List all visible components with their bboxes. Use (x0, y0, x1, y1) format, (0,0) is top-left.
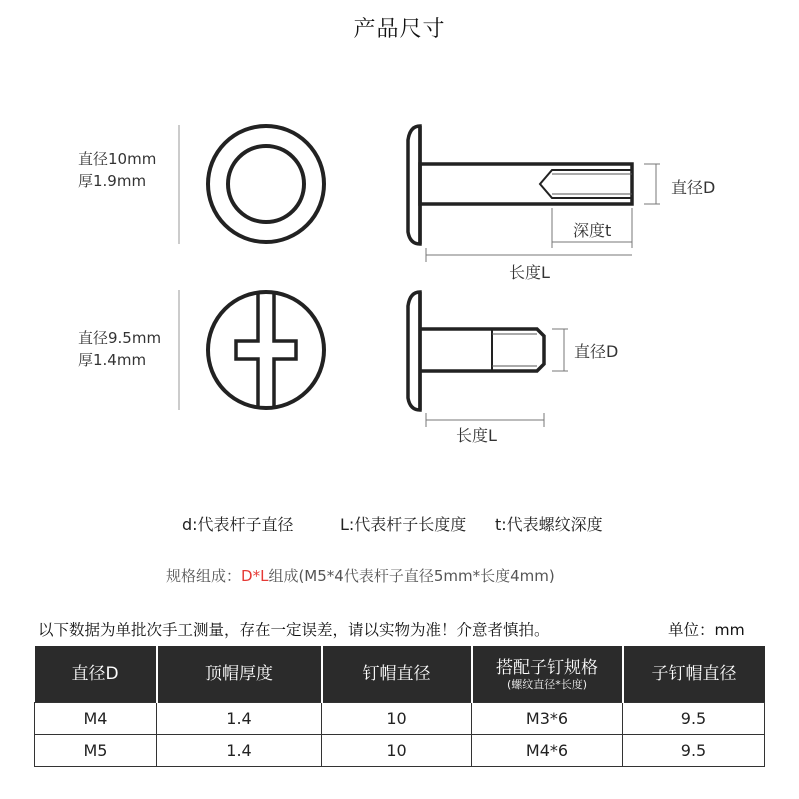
composition-suffix: 组成(M5*4代表杆子直径5mm*长度4mm) (268, 567, 555, 585)
diameter-d-label: 直径D (671, 178, 716, 197)
table-cell: 10 (322, 735, 472, 767)
spec-composition (166, 565, 555, 586)
header-cap-diameter: 钉帽直径 (322, 646, 472, 703)
header-diameter: 直径D (35, 646, 157, 703)
legend-t: t:代表螺纹深度 (495, 515, 603, 534)
table-cell: M4*6 (472, 735, 623, 767)
diameter-text: 直径9.5mm (78, 329, 162, 347)
table-cell: 1.4 (157, 703, 322, 735)
header-matching-screw-sub: (螺纹直径*长度) (506, 677, 588, 691)
barrel-nut-side-view (408, 126, 660, 262)
spec-label-1 (78, 148, 156, 192)
header-matching-screw-label: 搭配子钉规格 (496, 657, 598, 678)
depth-t-label: 深度t (573, 221, 612, 240)
table-cell: 1.4 (157, 735, 322, 767)
measurement-note: 以下数据为单批次手工测量，存在一定误差，请以实物为准！介意者慎拍。 (38, 621, 550, 639)
legend-d: d:代表杆子直径 (182, 515, 294, 534)
phillips-head-view (179, 290, 324, 410)
diameter-text: 直径10mm (78, 150, 157, 168)
length-l-label: 长度L (456, 426, 497, 445)
table-cell: 10 (322, 703, 472, 735)
diameter-d-label: 直径D (574, 342, 619, 361)
screw-side-view (408, 292, 568, 427)
thickness-text: 厚1.9mm (78, 172, 147, 190)
page-title: 产品尺寸 (353, 17, 446, 42)
washer-head-view (179, 125, 324, 244)
table-row (35, 735, 765, 767)
table-cell: 9.5 (623, 735, 765, 767)
header-cap-thickness: 顶帽厚度 (157, 646, 322, 703)
table-cell: M3*6 (472, 703, 623, 735)
thickness-text: 厚1.4mm (78, 351, 147, 369)
table-cell: M5 (35, 735, 157, 767)
legend-l: L:代表杆子长度度 (340, 515, 467, 534)
table-header-row (35, 646, 765, 703)
spec-table (34, 646, 765, 767)
header-matching-screw (472, 646, 623, 703)
table-cell: 9.5 (623, 703, 765, 735)
composition-prefix: 规格组成： (166, 567, 242, 585)
length-l-label: 长度L (509, 263, 550, 282)
spec-label-2 (78, 327, 161, 371)
table-row (35, 703, 765, 735)
header-screw-cap-diameter: 子钉帽直径 (623, 646, 765, 703)
composition-highlight: D*L (241, 567, 269, 585)
unit-label: 单位：mm (668, 621, 745, 639)
table-cell: M4 (35, 703, 157, 735)
